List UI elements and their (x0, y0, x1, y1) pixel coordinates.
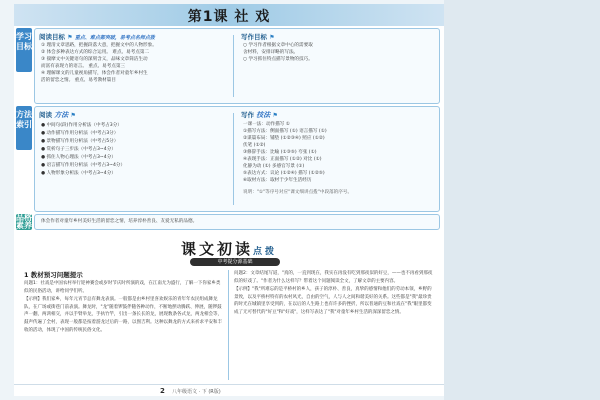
page-footer (14, 384, 444, 397)
paragraph: 问题1：社戏是中国农村举行迎神赛会或岁时节庆时所演的戏，在江南尤为盛行，了解一下你家乡类似的民俗活动，讲给同学们听。 (24, 281, 221, 294)
paragraph: 【示例】我们家乡，每年元宵节总有舞龙表演。一般都是由乡村里喜欢娱乐的青年年农民组成舞龙队，在广场或街巷门前表演。舞龙时，"龙"随着锣鼓伴随各种动作，不断地摆动腾跃、伸展，随锣鼓声一翻，两鸿相交，并以手臂举龙，手执竹竿，引出一条长长的龙，展现数条各式龙，两龙相会等，鼓声传遍了全村，表现一般都是按着游龙过后的一路，以图吉利。这种以舞龙的方式来祈求平安和丰收的活动，体现了中国的传统民俗文化。 (24, 297, 222, 333)
page-number: 2 (160, 387, 165, 395)
writing-method-line: 一课一法：动作描写 ① (243, 122, 290, 127)
study-goals-panel (34, 28, 440, 104)
book-name: 八年级语文 · 下 (R版) (172, 389, 221, 395)
reading-goals-handnote: 重点、难点都突破，易考点名师点拨 (74, 35, 155, 41)
reading-method-line: ● 抓住人物心理法（中考占3~4分） (41, 155, 116, 160)
writing-method-line: ④表现手法：正面描写 (①②) 对比 (①) (243, 157, 322, 162)
preview-heading: 1 教材预习问题提示 (24, 271, 83, 279)
paragraph: 【示例】"我"所难忘的是平桥村的乡人，孩子的淳朴、善良，真挚的感情和他们的劳动本领，乡野的景致，以及平桥村特有的农村风光，自由的空气，人与人之间和谐美好的关系。这些都是"我"最珍贵的时光在城镇里享受到的，在以后的人生路上也有许多的挫折，所以普通的豆和社戏在"我"眼里都变成了无可替代的"好豆"和"好戏"，这样写表达了"我"对童年乡村生活的深深留恋之情。 (234, 287, 432, 315)
tag-quality: 品格素养 (16, 213, 32, 230)
paragraph: 问题2：文章结尾写道，"真的，一直到现在，我实在再没有吃到那夜似的好豆，——也不再看到那夜似的好戏了。"作者为什么这样写？带着这个问题阅读全文，了解文章的主要内容。 (234, 271, 433, 284)
reading-method-line: ● 语言描写作用分析法（中考占3~4分） (41, 163, 126, 168)
reading-method-line: ● 中间句(段)作用分析法（中考占3分） (41, 123, 122, 128)
reading-goal-line: 而富有表现力的语言。 重点、易考点第三 (41, 64, 126, 69)
column-divider (228, 270, 229, 380)
writing-method-line: ①描写方法：侧面描写 (①) 语言描写 (①) (243, 129, 327, 134)
left-column (24, 280, 222, 334)
reading-goal-line: ① 理清文章思路，把握段落大意，把握文中的人物形象。 (41, 43, 157, 48)
writing-method-note: 说明："①"等序号对应"课文细讲点拨"中段落的序号。 (243, 190, 353, 195)
tag-method-index: 方法索引 (16, 106, 32, 150)
reading-method-line: ● 景物描写作用分析法（中考占5分） (41, 139, 119, 144)
reading-method-line: ● 动作描写作用分析法（中考占3分） (41, 131, 119, 136)
flag-icon: ⚑ (269, 34, 275, 41)
reading-goal-line: ② 体会多种表达方式的综合运用。 难点、易考点第二 (41, 50, 150, 55)
section-banner (14, 232, 444, 266)
banner-title: 课文初读点拨 (180, 240, 278, 258)
banner-subtitle: 中考提分源基础 (190, 258, 280, 266)
tag-study-goals: 学习目标 (16, 28, 32, 72)
page-edge-background (444, 0, 600, 400)
writing-method-line: ⑥取材方法：取材于少年生活经历 (243, 178, 312, 183)
quality-text: 体会作者对童年乡村美好生活的留恋之情，培养淳朴善良、友爱无私的品德。 (41, 219, 198, 224)
writing-goals-heading: 写作目标 ⚑ (241, 33, 275, 41)
writing-method-line: 伏笔 (①②) (243, 143, 266, 148)
quality-panel (34, 214, 440, 230)
reading-goal-line: ③ 揣摩文中关键语句的深刻含义，品味文章简洁生动 (41, 57, 148, 62)
writing-goal-line: ○ 学习抓住特点描写景物的技巧。 (243, 57, 313, 62)
writing-method-heading: 写作 技法 ⚑ (241, 110, 278, 119)
writing-method-line: 化静为动 (①) 多感官写景 (①) (243, 164, 305, 169)
banner-title-tail: 点拨 (253, 247, 278, 257)
title-bar (14, 4, 444, 26)
reading-goals-heading: 阅读目标 ⚑ 重点、难点都突破，易考点名师点拨 (39, 33, 155, 41)
column-divider (233, 113, 234, 205)
writing-goal-line: ○ 学习作者根据文章中心的需要取 (243, 43, 313, 48)
writing-method-line: ③修辞手法：比喻 (①③⑤) 夸张 (①) (243, 150, 317, 155)
flag-icon: ⚑ (272, 112, 278, 119)
flag-icon: ⚑ (67, 34, 73, 41)
reading-goal-line: 活的留恋之情。 重点、易考教材篇目 (41, 78, 116, 83)
column-divider (233, 35, 234, 97)
writing-method-line: ②谋篇布局：铺垫 (①②③④) 照应 (①②) (243, 136, 325, 141)
textbook-page (14, 4, 444, 396)
writing-method-line: ⑤表达方式：议论 (①②④) 描写 (①②⑤) (243, 171, 325, 176)
right-column (234, 270, 434, 317)
flag-icon: ⚑ (70, 112, 76, 119)
lesson-title: 第1课 社 戏 (187, 9, 271, 25)
reading-goal-line: ④ 理解课文的儿童视角描写，体会作者对童年乡村生 (41, 71, 148, 76)
reading-method-line: ● 人物形象分析法（中考占3~4分） (41, 171, 116, 176)
reading-method-heading: 阅读 方法 ⚑ (39, 110, 76, 119)
reading-method-line: ● 赏析句子三步法（中考占3~4分） (41, 147, 116, 152)
method-index-panel (34, 106, 440, 212)
writing-goal-line: 舍材料，安排详略的写法。 (243, 50, 299, 55)
